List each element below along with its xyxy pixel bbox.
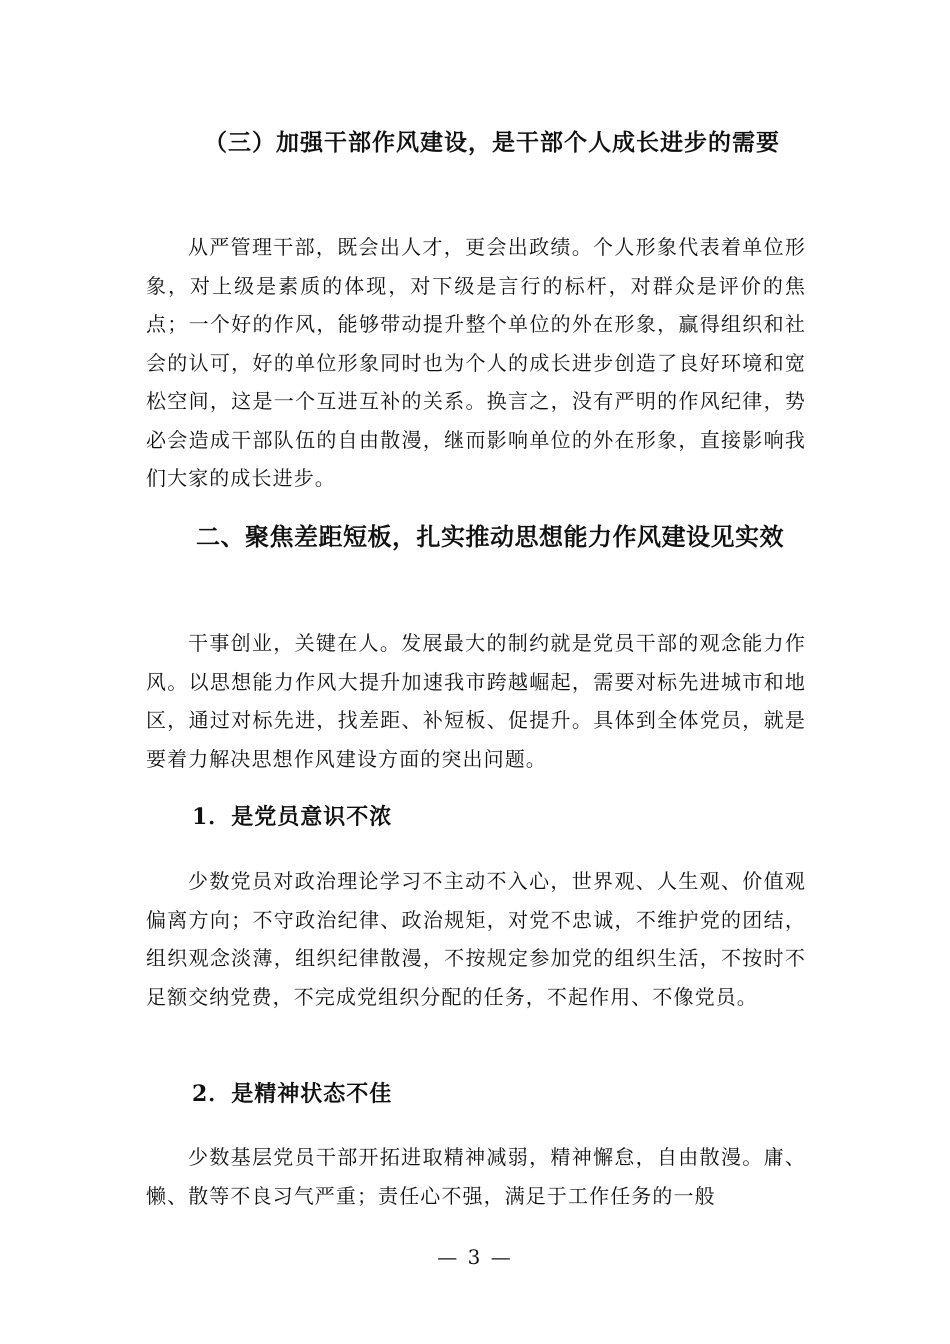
body-paragraph: 从严管理干部，既会出人才，更会出政绩。个人形象代表着单位形象，对上级是素质的体现，对下级是言行的标杆，对群众是评价的焦点；一个好的作风，能够带动提升整个单位的外在形象，赢得组织和社会的认可，好的单位形象同时也为个人的成长进步创造了良好环境和宽松空间，这是一个互进互补的关系。换言之，没有严明的作风纪律，势必会造成干部队伍的自由散漫，继而影响单位的外在形象，直接影响我们大家的成长进步。 [146,235,806,490]
body-paragraph: 干事创业，关键在人。发展最大的制约就是党员干部的观念能力作风。以思想能力作风大提升加速我市跨越崛起，需要对标先进城市和地区，通过对标先进，找差距、补短板、促提升。具体到全体党员，就是要着力解决思想作风建设方面的突出问题。 [146,631,806,771]
page-number: — 3 — [437,1245,513,1269]
item-heading-1: 1．是党员意识不浓 [192,804,393,830]
chapter-heading: 二、聚焦差距短板，扎实推动思想能力作风建设见实效 [196,522,784,551]
item-heading-2: 2．是精神状态不佳 [192,1081,393,1107]
section-heading: （三）加强干部作风建设，是干部个人成长进步的需要 [204,129,780,156]
body-paragraph: 少数基层党员干部开拓进取精神减弱，精神懈怠，自由散漫。庸、懒、散等不良习气严重；责任心不强，满足于工作任务的一般 [146,1145,806,1208]
body-paragraph: 少数党员对政治理论学习不主动不入心，世界观、人生观、价值观偏离方向；不守政治纪律、政治规矩，对党不忠诚，不维护党的团结，组织观念淡薄，组织纪律散漫，不按规定参加党的组织生活，不按时不足额交纳党费，不完成党组织分配的任务，不起作用、不像党员。 [146,869,806,1009]
